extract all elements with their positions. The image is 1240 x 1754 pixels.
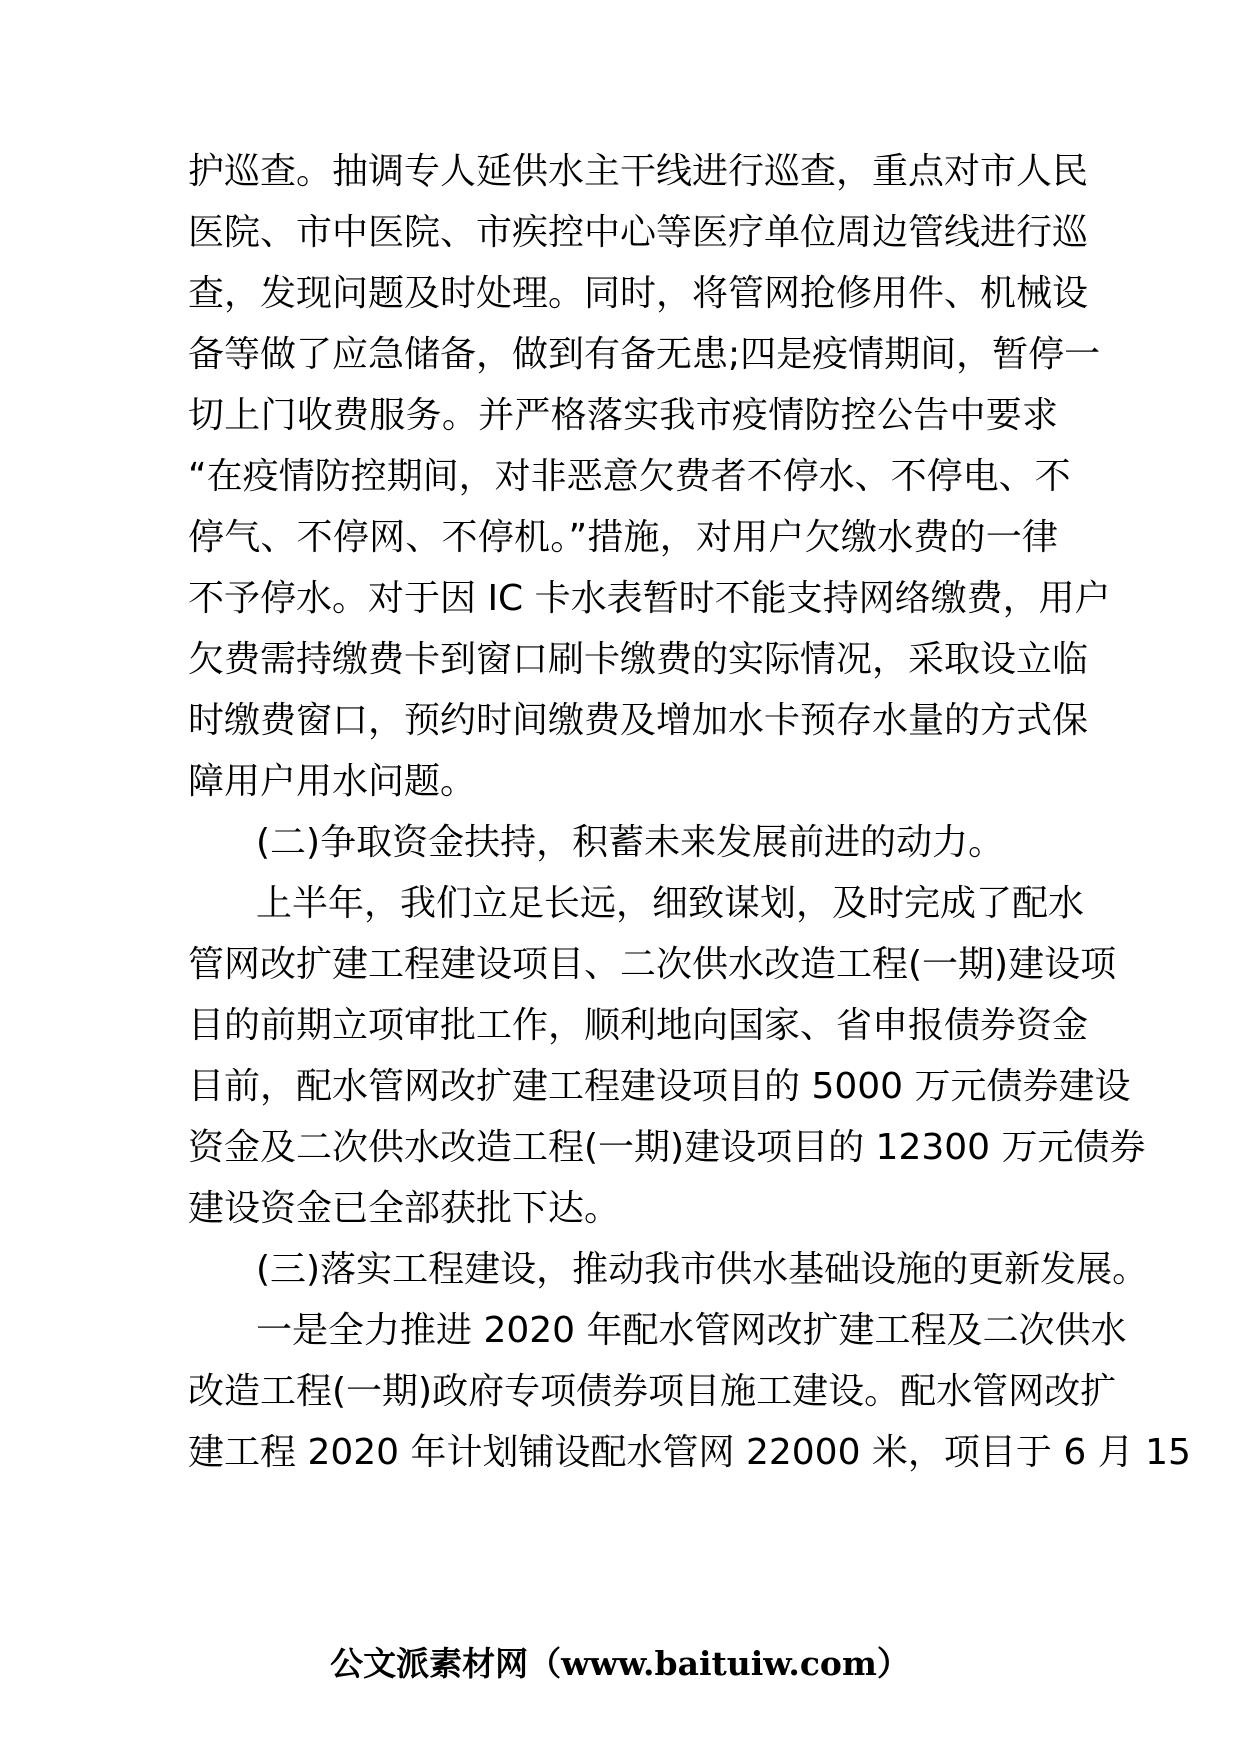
paragraph-first-line: 上半年，我们立足长远，细致谋划，及时完成了配水 bbox=[256, 883, 1085, 924]
body-line: 医院、市中医院、市疾控中心等医疗单位周边管线进行巡 bbox=[188, 212, 1089, 253]
body-line: 停气、不停网、不停机。”措施，对用户欠缴水费的一律 bbox=[188, 517, 1058, 558]
footer-watermark: 公文派素材网（www.baituiw.com） bbox=[330, 1644, 910, 1683]
body-line: 护巡查。抽调专人延供水主干线进行巡查，重点对市人民 bbox=[188, 151, 1089, 192]
section-heading: (二)争取资金扶持，积蓄未来发展前进的动力。 bbox=[256, 822, 1005, 863]
section-heading: (三)落实工程建设，推动我市供水基础设施的更新发展。 bbox=[256, 1249, 1149, 1290]
body-line: 欠费需持缴费卡到窗口刷卡缴费的实际情况，采取设立临 bbox=[188, 639, 1089, 680]
body-line: 障用户用水问题。 bbox=[188, 761, 477, 802]
body-line: 目前，配水管网改扩建工程建设项目的 5000 万元债券建设 bbox=[188, 1066, 1131, 1107]
body-line: 管网改扩建工程建设项目、二次供水改造工程(一期)建设项 bbox=[188, 944, 1117, 985]
body-line: 切上门收费服务。并严格落实我市疫情防控公告中要求 bbox=[188, 395, 1058, 436]
body-line: 不予停水。对于因 IC 卡水表暂时不能支持网络缴费，用户 bbox=[188, 578, 1111, 619]
paragraph-first-line: 一是全力推进 2020 年配水管网改扩建工程及二次供水 bbox=[256, 1310, 1127, 1351]
body-line: “在疫情防控期间，对非恶意欠费者不停水、不停电、不 bbox=[188, 456, 1071, 497]
body-line: 查，发现问题及时处理。同时，将管网抢修用件、机械设 bbox=[188, 273, 1089, 314]
body-line: 时缴费窗口，预约时间缴费及增加水卡预存水量的方式保 bbox=[188, 700, 1089, 741]
body-line: 建工程 2020 年计划铺设配水管网 22000 米，项目于 6 月 15 bbox=[188, 1432, 1191, 1473]
body-line: 目的前期立项审批工作，顺利地向国家、省申报债券资金 bbox=[188, 1005, 1089, 1046]
body-line: 改造工程(一期)政府专项债券项目施工建设。配水管网改扩 bbox=[188, 1371, 1117, 1412]
body-line: 资金及二次供水改造工程(一期)建设项目的 12300 万元债券 bbox=[188, 1127, 1146, 1168]
body-line: 建设资金已全部获批下达。 bbox=[188, 1188, 621, 1229]
body-line: 备等做了应急储备，做到有备无患;四是疫情期间，暂停一 bbox=[188, 334, 1101, 375]
